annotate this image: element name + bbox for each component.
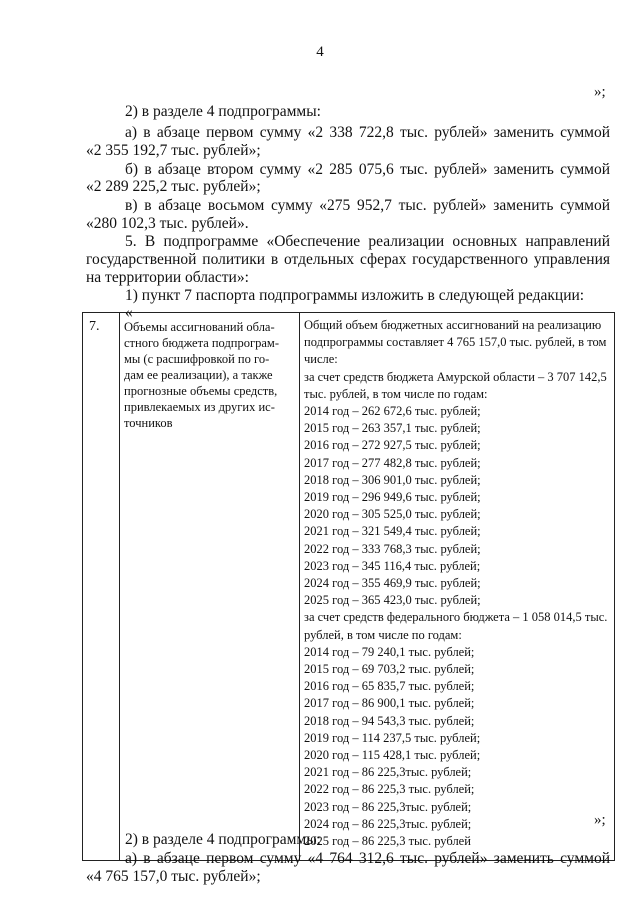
label-line: мы (с расшифровкой по го- (124, 352, 270, 366)
federal-year: 2020 год – 115 428,1 тыс. рублей; (304, 748, 481, 763)
section-heading: 2) в разделе 4 подпрограммы: (125, 103, 321, 120)
item-b-line1: б) в абзаце втором сумму «2 285 075,6 тыс. рублей» заменить суммой (125, 161, 610, 178)
federal-year: 2016 год – 65 835,7 тыс. рублей; (304, 679, 475, 694)
regional-year: 2014 год – 262 672,6 тыс. рублей; (304, 404, 481, 419)
item2-a-line2: «4 765 157,0 тыс. рублей»; (86, 868, 261, 885)
total-line: Общий объем бюджетных ассигнований на реализацию (304, 318, 602, 332)
federal-year: 2025 год – 86 225,3 тыс. рублей (304, 834, 471, 849)
section-heading-2: 2) в разделе 4 подпрограммы: (125, 831, 321, 848)
federal-year: 2018 год – 94 543,3 тыс. рублей; (304, 713, 475, 728)
federal-heading: за счет средств федерального бюджета – 1 058 014,5 тыс. (304, 610, 608, 625)
regional-year: 2024 год – 355 469,9 тыс. рублей; (304, 576, 481, 591)
federal-year: 2021 год – 86 225,3тыс. рублей; (304, 765, 472, 780)
regional-heading: за счет средств бюджета Амурской области – 3 707 142,5 (304, 369, 607, 384)
table-row (83, 313, 615, 861)
federal-year: 2024 год – 86 225,3тыс. рублей; (304, 816, 472, 831)
row-value (300, 313, 615, 861)
regional-year: 2020 год – 305 525,0 тыс. рублей; (304, 507, 481, 522)
opening-quote: « (125, 304, 133, 321)
row-number: 7. (83, 313, 120, 861)
regional-year: 2019 год – 296 949,6 тыс. рублей; (304, 490, 481, 505)
item-a-line1: а) в абзаце первом сумму «2 338 722,8 тыс. рублей» заменить суммой (125, 124, 610, 141)
federal-year: 2017 год – 86 900,1 тыс. рублей; (304, 696, 475, 711)
label-line: привлекаемых из других ис- (124, 400, 275, 414)
federal-heading: рублей, в том числе по годам: (304, 627, 462, 642)
regional-heading: тыс. рублей, в том числе по годам: (304, 386, 488, 401)
federal-year: 2014 год – 79 240,1 тыс. рублей; (304, 644, 475, 659)
page-number: 4 (316, 44, 324, 60)
label-line: дам ее реализации), а также (124, 368, 273, 382)
label-line: стного бюджета подпрограм- (124, 336, 279, 350)
regional-year: 2025 год – 365 423,0 тыс. рублей; (304, 593, 481, 608)
row-label (120, 313, 300, 861)
total-line: подпрограммы составляет 4 765 157,0 тыс. рублей, в том (304, 335, 607, 350)
federal-year: 2015 год – 69 703,2 тыс. рублей; (304, 662, 475, 677)
total-line: числе: (304, 352, 338, 367)
paragraph5-line1: 5. В подпрограмме «Обеспечение реализации основных направлений (125, 233, 610, 250)
label-line: Объемы ассигнований обла- (124, 320, 275, 334)
paragraph5-line2: государственной политики в отдельных сферах государственного управления (86, 251, 610, 268)
closing-quote-top: »; (594, 84, 606, 100)
regional-year: 2016 год – 272 927,5 тыс. рублей; (304, 438, 481, 453)
closing-quote-bottom: »; (594, 812, 606, 828)
label-line: точников (124, 416, 173, 430)
item-a-line2: «2 355 192,7 тыс. рублей»; (86, 142, 261, 159)
regional-year: 2023 год – 345 116,4 тыс. рублей; (304, 558, 481, 573)
regional-year: 2022 год – 333 768,3 тыс. рублей; (304, 541, 481, 556)
federal-year: 2023 год – 86 225,3тыс. рублей; (304, 799, 472, 814)
label-line: прогнозные объемы средств, (124, 384, 278, 398)
paragraph5-subitem: 1) пункт 7 паспорта подпрограммы изложить в следующей редакции: (125, 287, 585, 304)
paragraph5-line3: на территории области»: (86, 269, 249, 286)
federal-year: 2019 год – 114 237,5 тыс. рублей; (304, 730, 481, 745)
item2-a-line1: а) в абзаце первом сумму «4 764 312,6 тыс. рублей» заменить суммой (125, 850, 610, 867)
item-b-line2: «2 289 225,2 тыс. рублей»; (86, 178, 261, 195)
item-c-line2: «280 102,3 тыс. рублей». (86, 215, 249, 232)
regional-year: 2021 год – 321 549,4 тыс. рублей; (304, 524, 481, 539)
federal-year: 2022 год – 86 225,3 тыс. рублей; (304, 782, 475, 797)
passport-table (82, 312, 615, 861)
regional-year: 2017 год – 277 482,8 тыс. рублей; (304, 455, 481, 470)
item-c-line1: в) в абзаце восьмом сумму «275 952,7 тыс. рублей» заменить суммой (125, 197, 610, 214)
regional-year: 2015 год – 263 357,1 тыс. рублей; (304, 421, 481, 436)
regional-year: 2018 год – 306 901,0 тыс. рублей; (304, 472, 481, 487)
